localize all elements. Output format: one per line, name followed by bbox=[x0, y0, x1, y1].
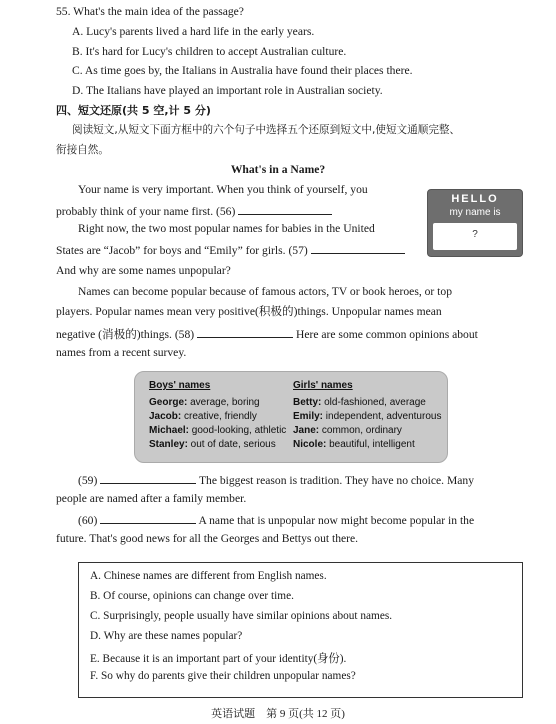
answer-option-f[interactable]: F. So why do parents give their children unpopular names? bbox=[90, 670, 356, 682]
q55-option-a: A. Lucy's parents lived a hard life in the early years. bbox=[72, 25, 315, 38]
list-item: Betty: old-fashioned, average bbox=[293, 397, 426, 408]
passage-text: The biggest reason is tradition. They have no choice. Many bbox=[198, 474, 475, 487]
section-instruction-cont: 衔接自然。 bbox=[56, 144, 109, 156]
answer-option-b[interactable]: B. Of course, opinions can change over time. bbox=[90, 590, 294, 602]
boys-names-column bbox=[149, 380, 286, 452]
name-tag-question: ? bbox=[472, 229, 478, 240]
passage-text bbox=[78, 471, 474, 489]
list-item: Emily: independent, adventurous bbox=[293, 411, 442, 422]
q55-option-d: D. The Italians have played an important role in Australian society. bbox=[72, 84, 383, 97]
q55-stem: 55. What's the main idea of the passage? bbox=[56, 5, 244, 18]
passage-text: Right now, the two most popular names for babies in the United bbox=[78, 222, 375, 235]
page-footer: 英语试题 第 9 页(共 12 页) bbox=[211, 708, 345, 720]
blank-56[interactable] bbox=[238, 202, 332, 215]
list-item: Jacob: creative, friendly bbox=[149, 411, 257, 422]
name-tag-subtitle: my name is bbox=[449, 207, 501, 218]
passage-text bbox=[56, 202, 332, 220]
list-item: Michael: good-looking, athletic bbox=[149, 425, 287, 436]
section-instruction: 阅读短文,从短文下面方框中的六个句子中选择五个还原到短文中,使短文通顺完整、 bbox=[72, 124, 461, 136]
passage-text: States are “Jacob” for boys and “Emily” for girls. (57) bbox=[56, 244, 308, 257]
passage-text: people are named after a family member. bbox=[56, 492, 247, 505]
list-item: Stanley: out of date, serious bbox=[149, 439, 276, 450]
passage-text: Here are some common opinions about bbox=[295, 328, 478, 341]
survey-table bbox=[134, 371, 448, 463]
list-item: Nicole: beautiful, intelligent bbox=[293, 439, 415, 450]
list-item: George: average, boring bbox=[149, 397, 260, 408]
boys-names-header: Boys' names bbox=[149, 380, 211, 391]
answer-option-a[interactable]: A. Chinese names are different from English names. bbox=[90, 570, 327, 582]
passage-text: players. Popular names mean very positive(积极的)things. Unpopular names mean bbox=[56, 305, 442, 318]
passage-text: probably think of your name first. (56) bbox=[56, 205, 236, 218]
name-tag-hello: HELLO bbox=[451, 193, 499, 205]
answer-option-c[interactable]: C. Surprisingly, people usually have similar opinions about names. bbox=[90, 610, 393, 622]
girls-names-column bbox=[293, 380, 441, 452]
answer-option-e[interactable]: E. Because it is an important part of your identity(身份). bbox=[90, 653, 347, 665]
passage-text: names from a recent survey. bbox=[56, 346, 187, 359]
passage-text: And why are some names unpopular? bbox=[56, 264, 231, 277]
name-tag-blank bbox=[433, 223, 517, 250]
blank-57[interactable] bbox=[311, 241, 405, 254]
blank-58[interactable] bbox=[197, 325, 293, 338]
list-item: Jane: common, ordinary bbox=[293, 425, 402, 436]
passage-title: What's in a Name? bbox=[230, 163, 326, 176]
section-heading: 四、短文还原(共 5 空,计 5 分) bbox=[56, 104, 211, 117]
q55-option-c: C. As time goes by, the Italians in Australia have found their places there. bbox=[72, 64, 413, 77]
q55-option-b: B. It's hard for Lucy's children to accept Australian culture. bbox=[72, 45, 347, 58]
passage-text: negative (消极的)things. (58) bbox=[56, 328, 195, 341]
passage-text: Names can become popular because of famous actors, TV or book heroes, or top bbox=[78, 285, 452, 298]
passage-text: Your name is very important. When you think of yourself, you bbox=[78, 183, 368, 196]
passage-text bbox=[78, 511, 474, 529]
passage-text: (59) bbox=[78, 474, 98, 487]
name-tag-illustration bbox=[427, 189, 523, 257]
passage-text: A name that is unpopular now might become popular in the bbox=[198, 514, 475, 527]
passage-text bbox=[56, 241, 405, 259]
answer-options-box bbox=[78, 562, 523, 698]
passage-text: (60) bbox=[78, 514, 98, 527]
blank-59[interactable] bbox=[100, 471, 196, 484]
answer-option-d[interactable]: D. Why are these names popular? bbox=[90, 630, 243, 642]
blank-60[interactable] bbox=[100, 511, 196, 524]
girls-names-header: Girls' names bbox=[293, 380, 353, 391]
passage-text bbox=[56, 325, 478, 343]
passage-text: future. That's good news for all the Georges and Bettys out there. bbox=[56, 532, 359, 545]
